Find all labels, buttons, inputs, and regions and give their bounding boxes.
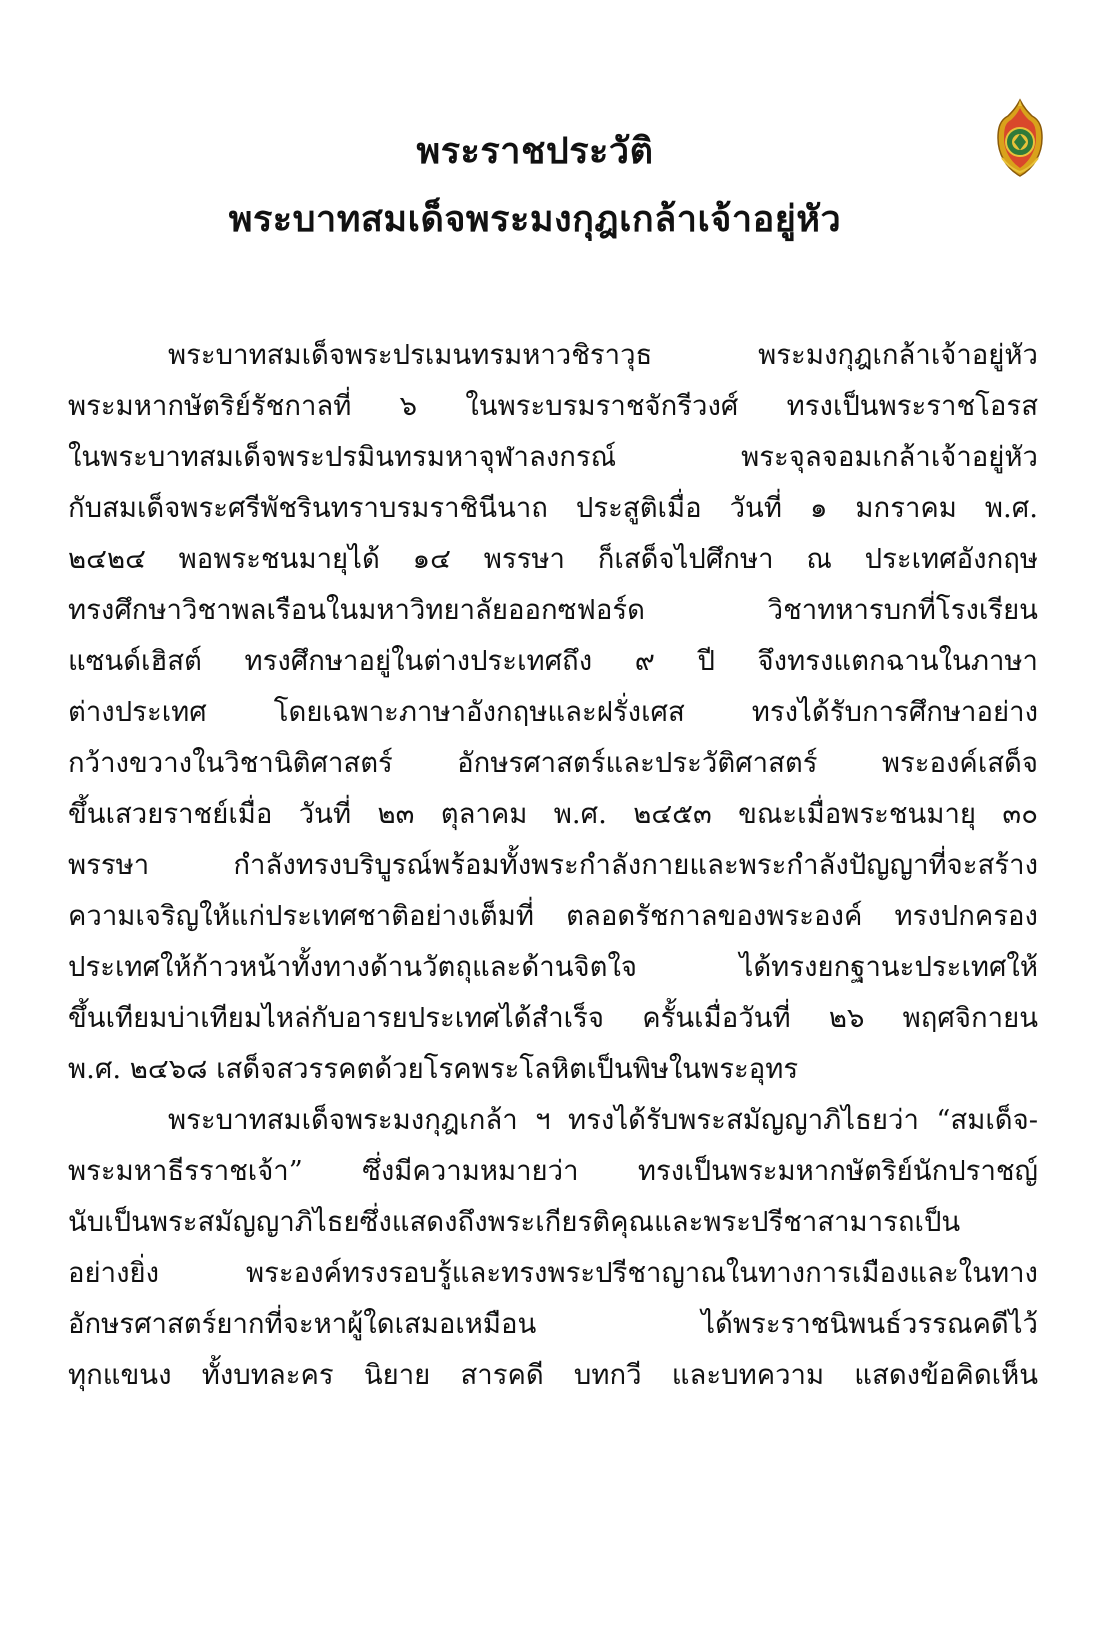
paragraph-1 [68, 330, 1038, 1095]
text-line: ทุกแขนง ทั้งบทละคร นิยาย สารคดี บทกวี และบทความ แสดงข้อคิดเห็น [68, 1359, 1038, 1391]
page-subtitle: พระบาทสมเด็จพระมงกุฎเกล้าเจ้าอยู่หัว [228, 199, 842, 240]
text-line: กับสมเด็จพระศรีพัชรินทราบรมราชินีนาถ ประสูติเมื่อ วันที่ ๑ มกราคม พ.ศ. [68, 492, 1038, 524]
document-body [68, 330, 1038, 1401]
text-line: นับเป็นพระสมัญญาภิไธยซึ่งแสดงถึงพระเกียรติคุณและพระปรีชาสามารถเป็น [68, 1206, 961, 1238]
text-line: พระมหากษัตริย์รัชกาลที่ ๖ ในพระบรมราชจักรีวงศ์ ทรงเป็นพระราชโอรส [68, 390, 1038, 422]
text-line: ๒๔๒๔ พอพระชนมายุได้ ๑๔ พรรษา ก็เสด็จไปศึกษา ณ ประเทศอังกฤษ [68, 543, 1038, 575]
text-line: อย่างยิ่ง พระองค์ทรงรอบรู้และทรงพระปรีชาญาณในทางการเมืองและในทาง [68, 1257, 1038, 1289]
text-line: พระบาทสมเด็จพระมงกุฎเกล้า ฯ ทรงได้รับพระสมัญญาภิไธยว่า “สมเด็จ- [168, 1104, 1038, 1136]
royal-emblem-icon [990, 98, 1050, 178]
text-line: ทรงศึกษาวิชาพลเรือนในมหาวิทยาลัยออกซฟอร์ด วิชาทหารบกที่โรงเรียน [68, 594, 1038, 626]
text-line: ต่างประเทศ โดยเฉพาะภาษาอังกฤษและฝรั่งเศส ทรงได้รับการศึกษาอย่าง [68, 696, 1038, 728]
text-line: อักษรศาสตร์ยากที่จะหาผู้ใดเสมอเหมือน ได้พระราชนิพนธ์วรรณคดีไว้ [68, 1308, 1038, 1340]
text-line: แซนด์เฮิสต์ ทรงศึกษาอยู่ในต่างประเทศถึง ๙ ปี จึงทรงแตกฉานในภาษา [68, 645, 1038, 677]
text-line: ความเจริญให้แก่ประเทศชาติอย่างเต็มที่ ตลอดรัชกาลของพระองค์ ทรงปกครอง [68, 900, 1038, 932]
text-line: พรรษา กำลังทรงบริบูรณ์พร้อมทั้งพระกำลังกายและพระกำลังปัญญาที่จะสร้าง [68, 849, 1038, 881]
text-line: ประเทศให้ก้าวหน้าทั้งทางด้านวัตถุและด้านจิตใจ ได้ทรงยกฐานะประเทศให้ [68, 951, 1038, 983]
title-block [150, 118, 920, 254]
text-line: พระบาทสมเด็จพระปรเมนทรมหาวชิราวุธ พระมงกุฎเกล้าเจ้าอยู่หัว [168, 339, 1038, 371]
text-line: กว้างขวางในวิชานิติศาสตร์ อักษรศาสตร์และประวัติศาสตร์ พระองค์เสด็จ [68, 747, 1038, 779]
text-line: พ.ศ. ๒๔๖๘ เสด็จสวรรคตด้วยโรคพระโลหิตเป็นพิษในพระอุทร [68, 1053, 799, 1085]
text-line: ขึ้นเสวยราชย์เมื่อ วันที่ ๒๓ ตุลาคม พ.ศ. ๒๔๕๓ ขณะเมื่อพระชนมายุ ๓๐ [68, 798, 1038, 830]
text-line: พระมหาธีรราชเจ้า” ซึ่งมีความหมายว่า ทรงเป็นพระมหากษัตริย์นักปราชญ์ [68, 1155, 1038, 1187]
paragraph-2 [68, 1095, 1038, 1401]
text-line: ขึ้นเทียมบ่าเทียมไหล่กับอารยประเทศได้สำเร็จ ครั้นเมื่อวันที่ ๒๖ พฤศจิกายน [68, 1002, 1038, 1034]
page-title: พระราชประวัติ [416, 131, 654, 172]
text-line: ในพระบาทสมเด็จพระปรมินทรมหาจุฬาลงกรณ์ พระจุลจอมเกล้าเจ้าอยู่หัว [68, 441, 1038, 473]
